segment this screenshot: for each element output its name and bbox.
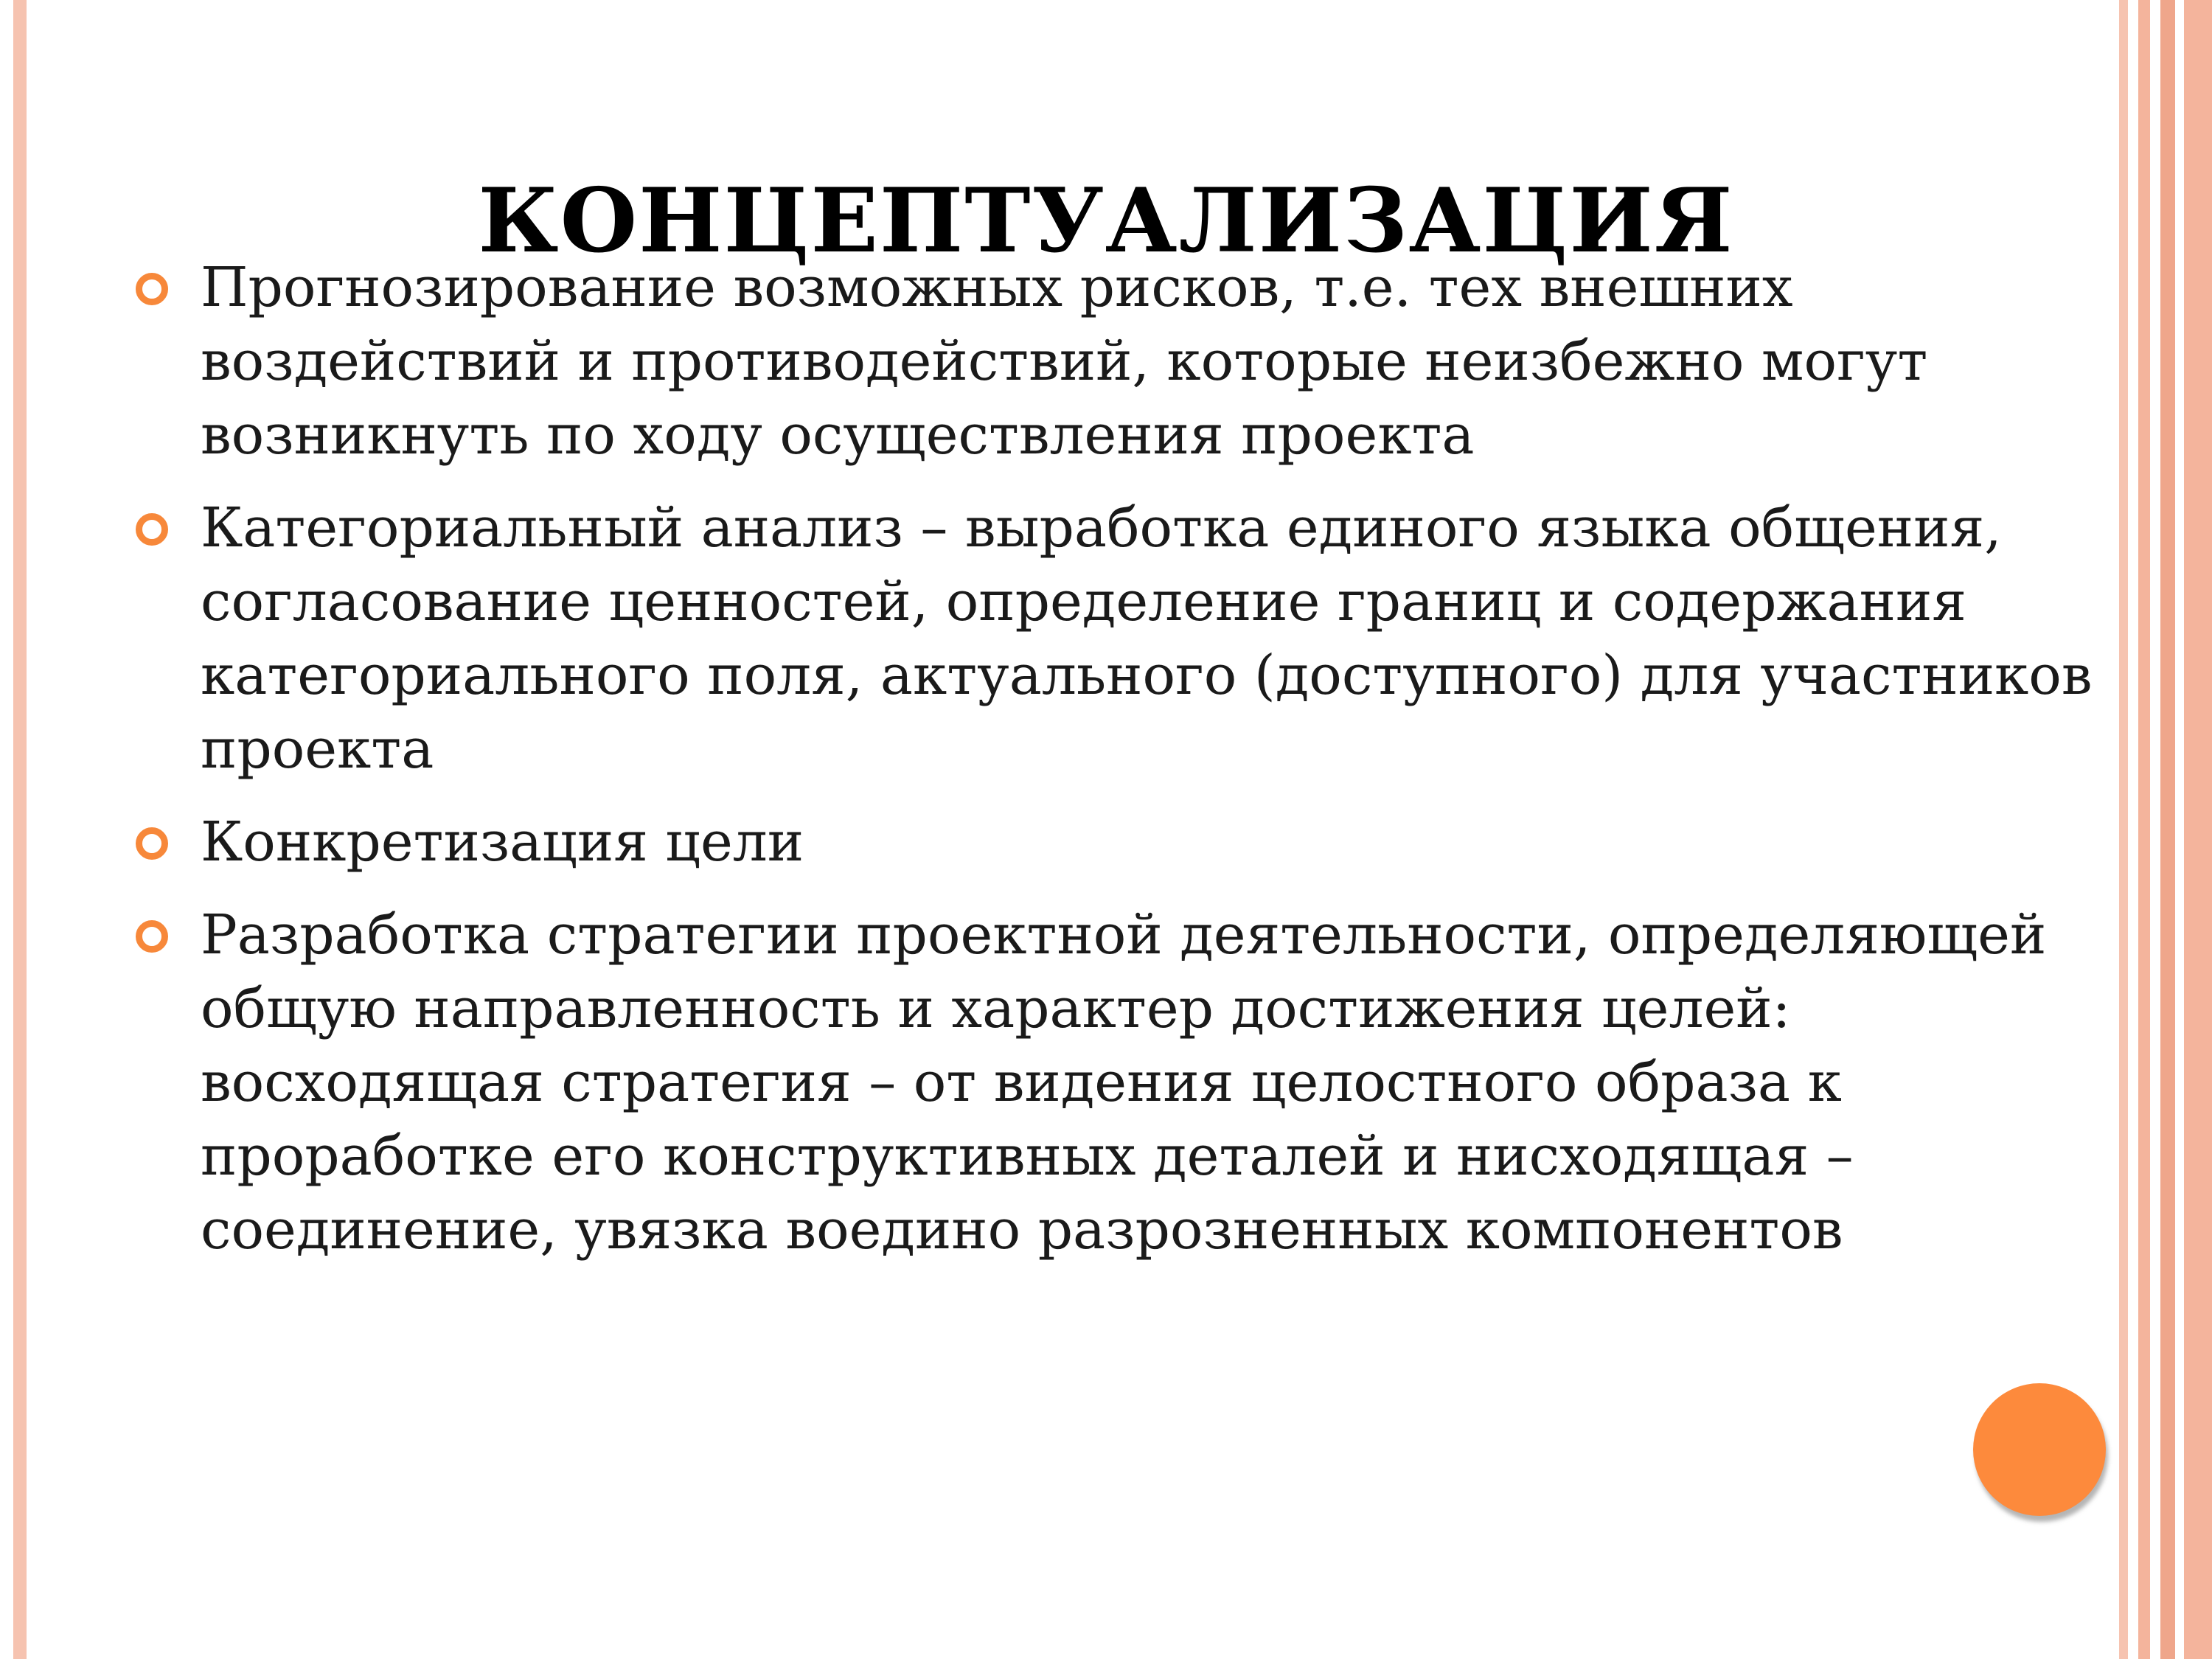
slide-title: КОНЦЕПТУАЛИЗАЦИЯ bbox=[478, 169, 1734, 274]
hollow-circle-bullet-icon bbox=[136, 920, 168, 953]
list-item bbox=[133, 251, 2094, 472]
bullet-text: Разработка стратегии проектной деятельности, определяющей общую направленность и характер достижения целей: восходящая стратегия – от видения целостного образа к проработке его конструктивных деталей и нисходящая – соединение, увязка воедино разрозненных компонентов bbox=[201, 903, 2047, 1262]
hollow-circle-bullet-icon bbox=[136, 513, 168, 546]
list-item bbox=[133, 805, 2094, 879]
next-slide-button[interactable] bbox=[1973, 1383, 2106, 1516]
bullet-text: Категориальный анализ – выработка единого языка общения, согласование ценностей, определение границ и содержания категориального поля, актуального (доступного) для участников проекта bbox=[201, 496, 2093, 781]
bullet-text: Прогнозирование возможных рисков, т.е. тех внешних воздействий и противодействий, которые неизбежно могут возникнуть по ходу осуществления проекта bbox=[201, 256, 1928, 467]
hollow-circle-bullet-icon bbox=[136, 827, 168, 860]
list-item bbox=[133, 491, 2094, 786]
bullet-text: Конкретизация цели bbox=[201, 810, 804, 874]
bullet-list bbox=[133, 251, 2094, 1286]
hollow-circle-bullet-icon bbox=[136, 273, 168, 305]
list-item bbox=[133, 898, 2094, 1267]
